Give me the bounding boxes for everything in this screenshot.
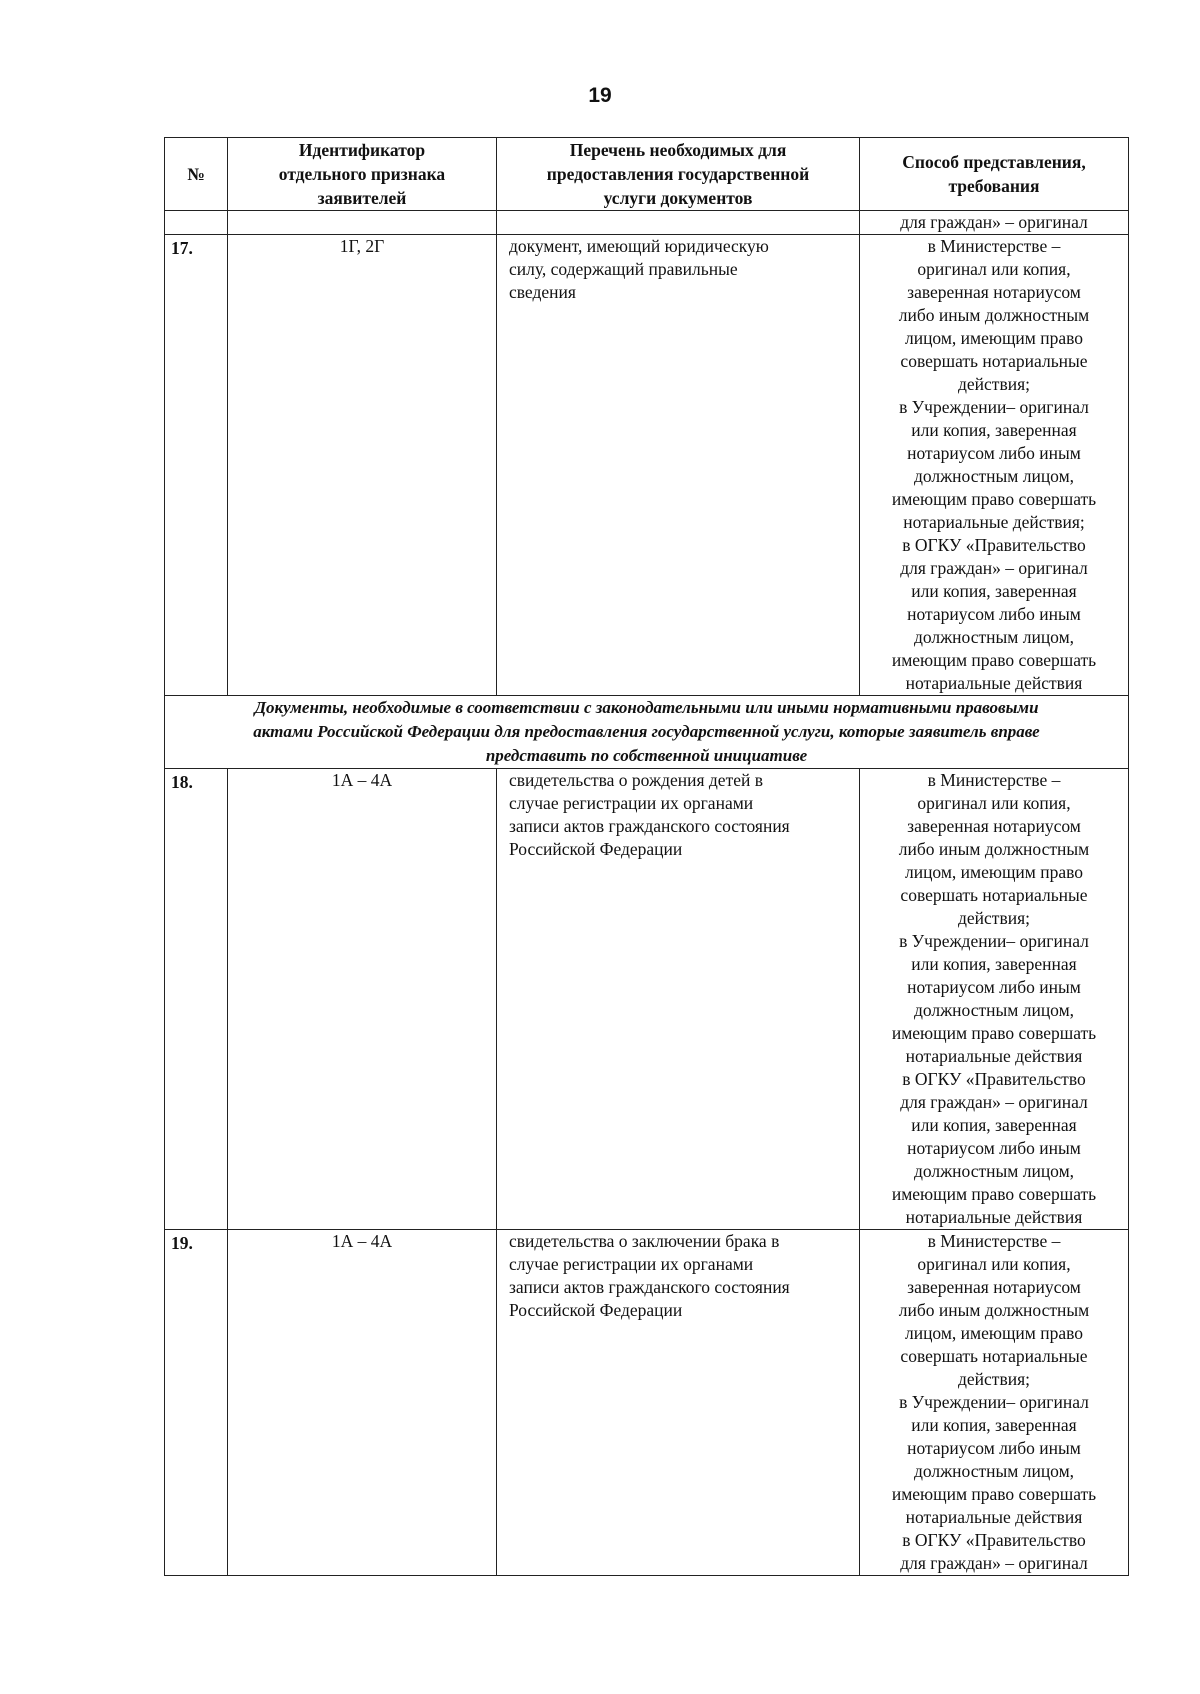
document-list-line: Российской Федерации: [509, 839, 683, 859]
submission-method-line: имеющим право совершать: [891, 1184, 1097, 1204]
header-submission-method: [860, 138, 1129, 211]
submission-method-line: либо иным должностным: [898, 1300, 1090, 1320]
submission-method-line: для граждан» – оригинал: [900, 1553, 1088, 1573]
submission-method-line: для граждан» – оригинал: [900, 558, 1088, 578]
header-identifier-line: заявителей: [317, 188, 407, 208]
submission-method-line: или копия, заверенная: [911, 954, 1077, 974]
submission-method-line: имеющим право совершать: [891, 650, 1097, 670]
header-submission-method-line: требования: [948, 176, 1040, 196]
section-heading-row: [165, 696, 1129, 769]
document-list-line: случае регистрации их органами: [509, 1254, 754, 1274]
submission-method-line: нотариальные действия: [905, 673, 1083, 693]
page-number: 19: [588, 84, 612, 107]
document-list-line: документ, имеющий юридическую: [509, 236, 769, 256]
submission-method-line: нотариусом либо иным: [907, 604, 1081, 624]
submission-method-line: лицом, имеющим право: [904, 328, 1084, 348]
submission-method-line: в Учреждении– оригинал: [899, 1392, 1089, 1412]
submission-method-line: либо иным должностным: [898, 305, 1090, 325]
submission-method-line: оригинал или копия,: [917, 793, 1071, 813]
submission-method-line: нотариусом либо иным: [907, 1438, 1081, 1458]
section-heading-line: представить по собственной инициативе: [485, 746, 808, 765]
continuation-row: [165, 211, 1129, 235]
submission-method-line: лицом, имеющим право: [904, 862, 1084, 882]
header-number: №: [165, 138, 228, 211]
header-document-list-line: услуги документов: [603, 188, 753, 208]
submission-method-line: нотариальные действия: [905, 1207, 1083, 1227]
submission-method-line: лицом, имеющим право: [904, 1323, 1084, 1343]
submission-method-line: действия;: [958, 374, 1030, 394]
row-number: 18.: [165, 769, 228, 1230]
submission-method-line: либо иным должностным: [898, 839, 1090, 859]
submission-method-line: или копия, заверенная: [911, 420, 1077, 440]
section-heading-line: актами Российской Федерации для предоставления государственной услуги, которые заявитель вправе: [253, 722, 1040, 741]
document-list-line: записи актов гражданского состояния: [509, 1277, 790, 1297]
submission-method-line: или копия, заверенная: [911, 1415, 1077, 1435]
continuation-cell-method: для граждан» – оригинал: [860, 211, 1129, 235]
table-header-row: [165, 138, 1129, 211]
row-identifier: 1А – 4А: [228, 769, 497, 1230]
submission-method-line: совершать нотариальные: [900, 351, 1088, 371]
header-identifier-line: отдельного признака: [278, 164, 446, 184]
row-document-list: [497, 235, 860, 696]
submission-method-line: в Министерстве –: [927, 236, 1061, 256]
submission-method-line: в Учреждении– оригинал: [899, 931, 1089, 951]
submission-method-line: имеющим право совершать: [891, 489, 1097, 509]
submission-method-line: в ОГКУ «Правительство: [902, 535, 1086, 555]
submission-method-line: заверенная нотариусом: [907, 1277, 1081, 1297]
submission-method-line: действия;: [958, 908, 1030, 928]
submission-method-line: в Министерстве –: [927, 1231, 1061, 1251]
submission-method-line: действия;: [958, 1369, 1030, 1389]
submission-method-line: должностным лицом,: [913, 1161, 1075, 1181]
submission-method-line: совершать нотариальные: [900, 885, 1088, 905]
submission-method-line: нотариальные действия;: [903, 512, 1085, 532]
document-list-line: свидетельства о рождения детей в: [509, 770, 763, 790]
submission-method-line: нотариальные действия: [905, 1507, 1083, 1527]
row-document-list: [497, 769, 860, 1230]
header-identifier-line: Идентификатор: [298, 140, 426, 160]
continuation-cell-identifier: [228, 211, 497, 235]
row-number: 19.: [165, 1230, 228, 1576]
document-list-line: Российской Федерации: [509, 1300, 683, 1320]
header-document-list-line: предоставления государственной: [546, 164, 810, 184]
submission-method-line: имеющим право совершать: [891, 1023, 1097, 1043]
submission-method-line: заверенная нотариусом: [907, 282, 1081, 302]
submission-method-line: совершать нотариальные: [900, 1346, 1088, 1366]
section-heading: [165, 696, 1129, 769]
table-row: [165, 769, 1129, 1230]
submission-method-line: или копия, заверенная: [911, 581, 1077, 601]
submission-method-line: нотариальные действия: [905, 1046, 1083, 1066]
row-submission-method: [860, 1230, 1129, 1576]
document-list-line: случае регистрации их органами: [509, 793, 754, 813]
header-document-list: [497, 138, 860, 211]
row-submission-method: [860, 769, 1129, 1230]
submission-method-line: должностным лицом,: [913, 627, 1075, 647]
continuation-cell-list: [497, 211, 860, 235]
submission-method-line: в ОГКУ «Правительство: [902, 1069, 1086, 1089]
submission-method-line: нотариусом либо иным: [907, 977, 1081, 997]
section-heading-line: Документы, необходимые в соответствии с законодательными или иными нормативными правовыми: [254, 698, 1039, 717]
documents-table: [164, 137, 1129, 1576]
submission-method-line: в ОГКУ «Правительство: [902, 1530, 1086, 1550]
submission-method-line: нотариусом либо иным: [907, 443, 1081, 463]
row-submission-method: [860, 235, 1129, 696]
submission-method-line: оригинал или копия,: [917, 259, 1071, 279]
row-identifier: 1Г, 2Г: [228, 235, 497, 696]
header-submission-method-line: Способ представления,: [902, 152, 1086, 172]
submission-method-line: для граждан» – оригинал: [900, 1092, 1088, 1112]
submission-method-line: в Учреждении– оригинал: [899, 397, 1089, 417]
row-document-list: [497, 1230, 860, 1576]
row-identifier: 1А – 4А: [228, 1230, 497, 1576]
submission-method-line: в Министерстве –: [927, 770, 1061, 790]
header-document-list-line: Перечень необходимых для: [569, 140, 787, 160]
header-identifier: [228, 138, 497, 211]
submission-method-line: должностным лицом,: [913, 1461, 1075, 1481]
submission-method-line: оригинал или копия,: [917, 1254, 1071, 1274]
submission-method-line: нотариусом либо иным: [907, 1138, 1081, 1158]
continuation-cell-number: [165, 211, 228, 235]
submission-method-line: или копия, заверенная: [911, 1115, 1077, 1135]
row-number: 17.: [165, 235, 228, 696]
document-list-line: силу, содержащий правильные: [509, 259, 738, 279]
submission-method-line: должностным лицом,: [913, 1000, 1075, 1020]
document-list-line: свидетельства о заключении брака в: [509, 1231, 780, 1251]
submission-method-line: имеющим право совершать: [891, 1484, 1097, 1504]
table-row: [165, 235, 1129, 696]
document-list-line: сведения: [509, 282, 576, 302]
submission-method-line: заверенная нотариусом: [907, 816, 1081, 836]
document-list-line: записи актов гражданского состояния: [509, 816, 790, 836]
table-row: [165, 1230, 1129, 1576]
submission-method-line: должностным лицом,: [913, 466, 1075, 486]
